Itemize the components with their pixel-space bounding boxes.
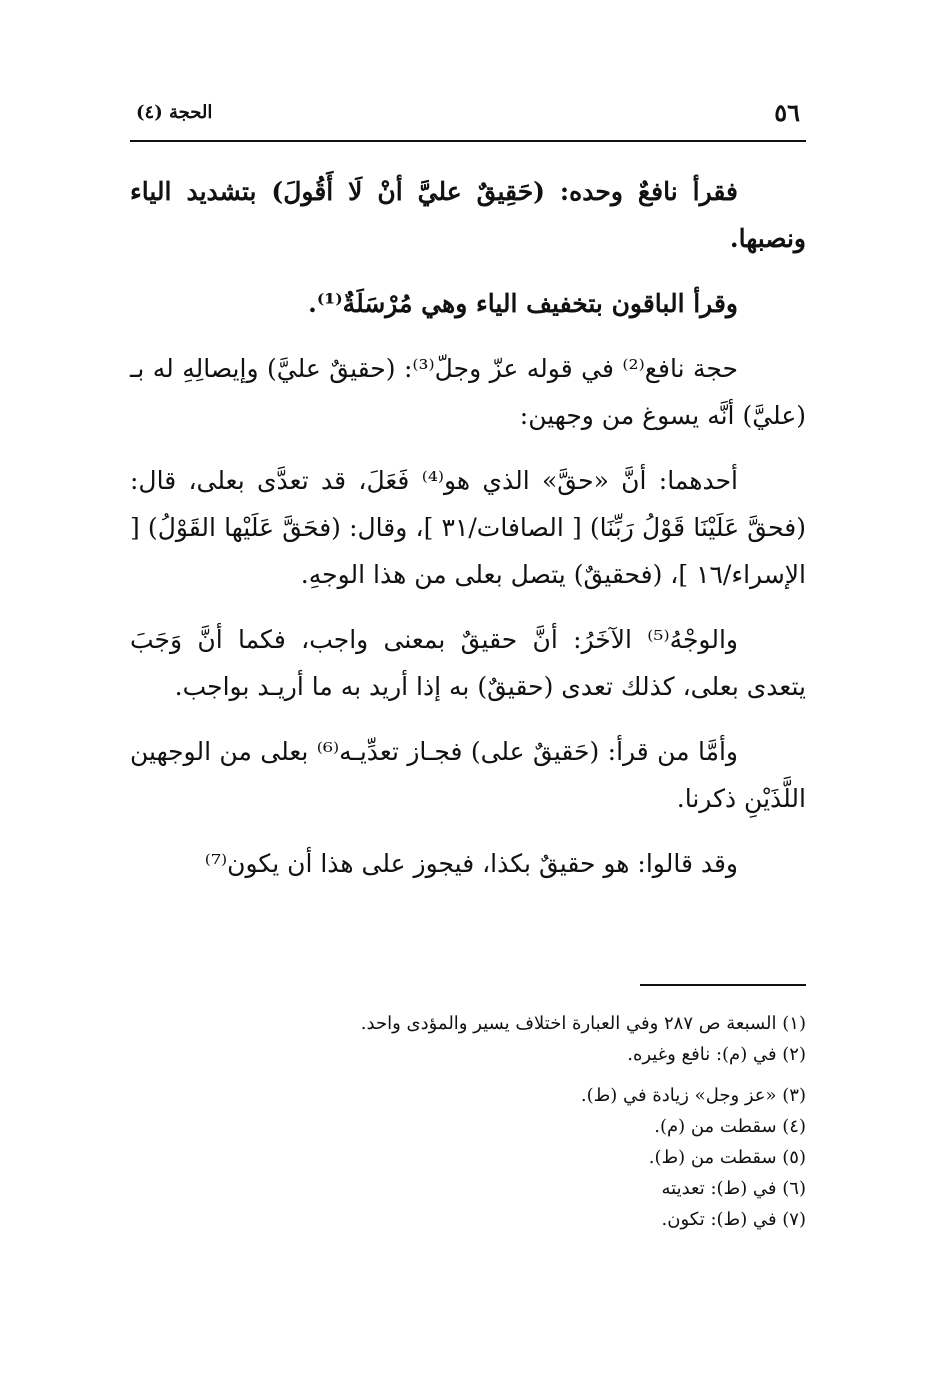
footnote: (٧) في (ط): تكون.	[661, 1209, 806, 1230]
paragraph: حجة نافع⁽²⁾ في قوله عزّ وجلّ⁽³⁾: (حقيقٌ عليَّ) وإيصالِهِ له بـ (عليَّ) أنَّه يسوغ من وجهين:	[130, 354, 806, 430]
footnote: (١) السبعة ص ٢٨٧ وفي العبارة اختلاف يسير والمؤدى واحد.	[360, 1013, 806, 1034]
running-title: الحجة (٤)	[136, 102, 213, 123]
paragraph: وأمَّا من قرأ: (حَقيقٌ على) فجـاز تعدِّيـه⁽⁶⁾ بعلى من الوجهين اللَّذَيْنِ ذكرنا.	[130, 737, 806, 813]
page-number: ٥٦	[774, 98, 800, 127]
paragraph: والوجْهُ⁽⁵⁾ الآخَرُ: أنَّ حقيقٌ بمعنى واجب، فكما أنَّ وَجَبَ يتعدى بعلى، كذلك تعدى (حقيقٌ) به إذا أريد به ما أريـد بواجب.	[130, 625, 806, 701]
paragraph: وقد قالوا: هو حقيقٌ بكذا، فيجوز على هذا أن يكون⁽⁷⁾	[204, 849, 738, 878]
footnote-separator	[640, 984, 806, 986]
main-text	[130, 168, 806, 905]
page-header	[130, 92, 806, 142]
paragraph: وقرأ الباقون بتخفيف الياء وهي مُرْسَلَةٌ⁽¹⁾.	[308, 289, 738, 318]
paragraph: فقرأ نافعٌ وحده: (حَقِيقٌ عليَّ أنْ لَا أَقُولَ) بتشديد الياء ونصبها.	[130, 177, 806, 253]
footnote: (٢) في (م): نافع وغيره.	[627, 1044, 806, 1065]
footnotes	[130, 1008, 806, 1235]
paragraph: أحدهما: أنَّ «حقَّ» الذي هو⁽⁴⁾ فَعَلَ، قد تعدَّى بعلى، قال: (فحقَّ عَلَيْنَا قَوْلُ رَبِّنَا) [ الصافات/٣١ ]، وقال: (فحَقَّ عَلَيْها القَوْلُ) [ الإسراء/١٦ ]، (فحقيقٌ) يتصل بعلى من هذا الوجهِ.	[130, 466, 806, 589]
footnote: (٥) سقطت من (ط).	[648, 1147, 806, 1168]
footnote: (٤) سقطت من (م).	[654, 1116, 806, 1137]
footnote: (٦) في (ط): تعديته	[661, 1178, 806, 1199]
footnote: (٣) «عز وجل» زيادة في (ط).	[580, 1085, 806, 1106]
